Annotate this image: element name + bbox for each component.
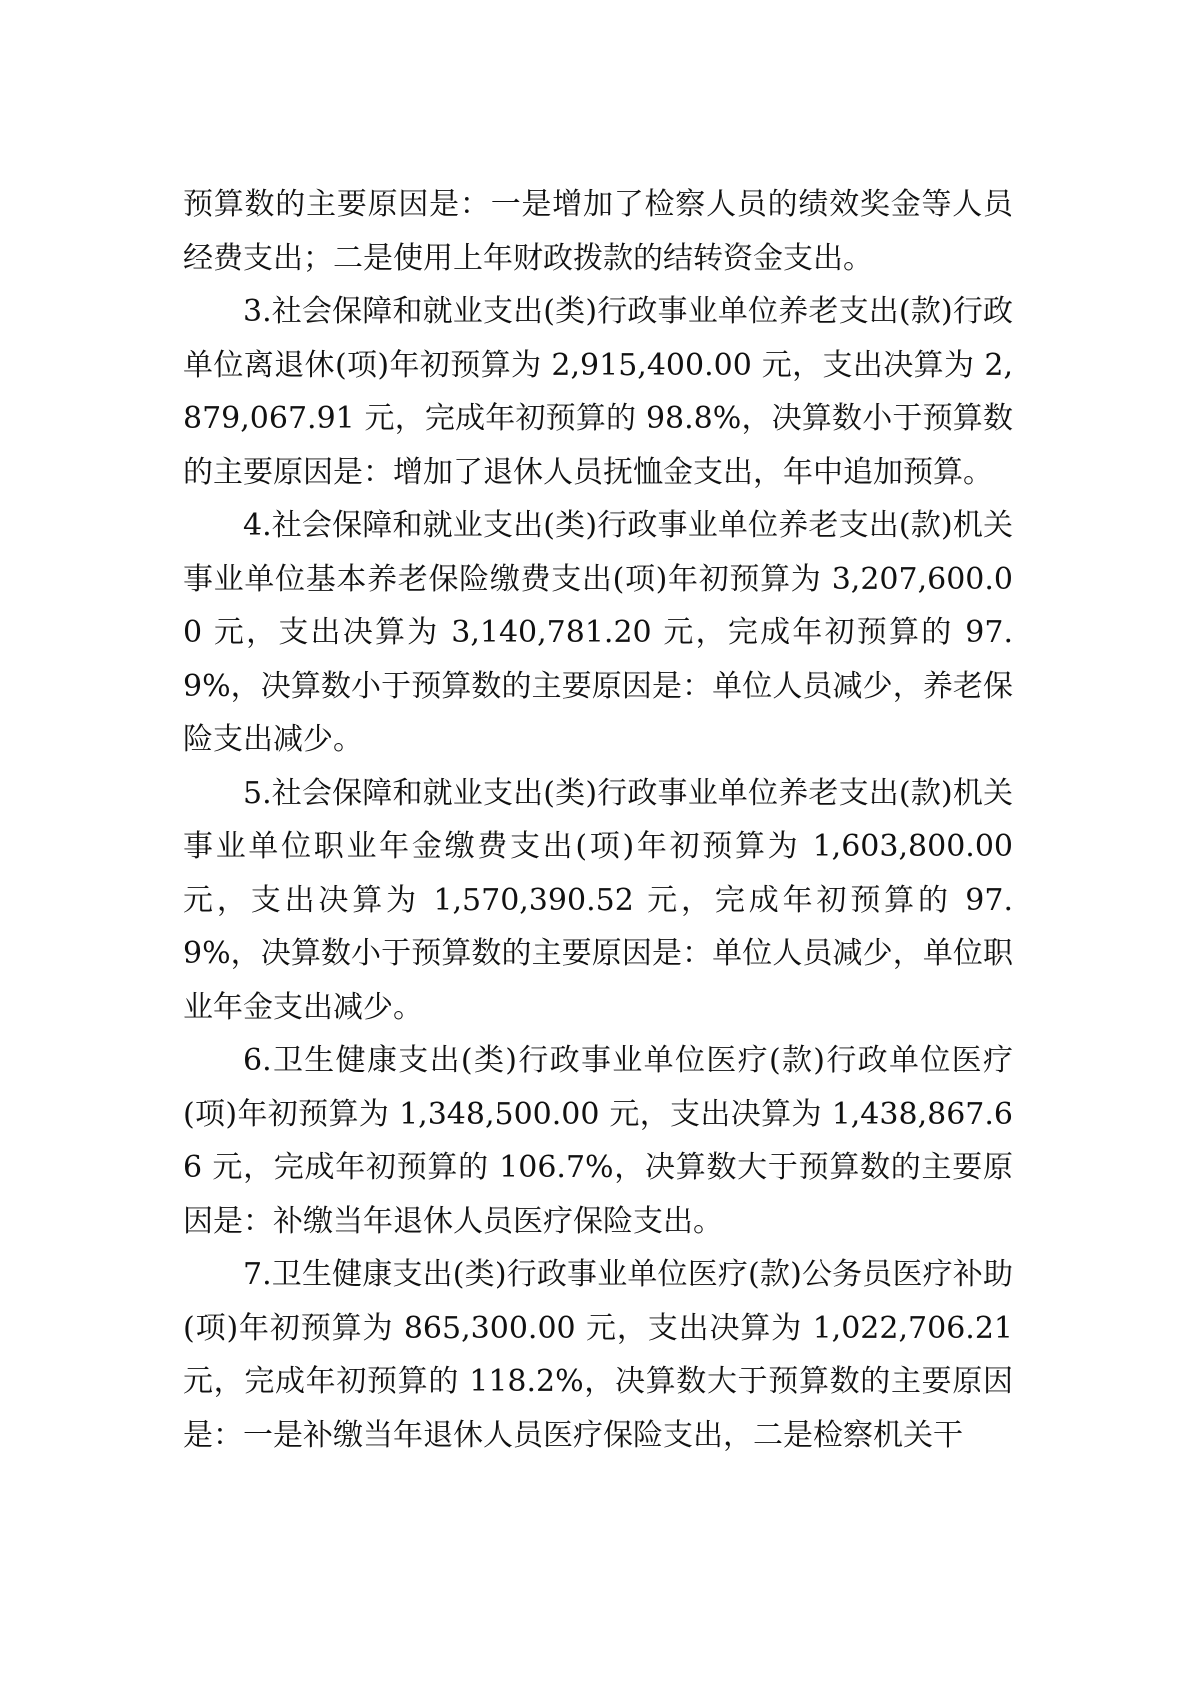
paragraph-item-3: 3.社会保障和就业支出(类)行政事业单位养老支出(款)行政单位离退休(项)年初预算为 2,915,400.00 元，支出决算为 2,879,067.91 元，完成年初预算的 98.8%，决算数小于预算数的主要原因是：增加了退休人员抚恤金支出，年中追加预算。 [183, 294, 1013, 490]
paragraph-item-4: 4.社会保障和就业支出(类)行政事业单位养老支出(款)机关事业单位基本养老保险缴费支出(项)年初预算为 3,207,600.00 元，支出决算为 3,140,781.20 元，完成年初预算的 97.9%，决算数小于预算数的主要原因是：单位人员减少，养老保险支出减少。 [183, 508, 1013, 757]
paragraph-item-7: 7.卫生健康支出(类)行政事业单位医疗(款)公务员医疗补助(项)年初预算为 865,300.00 元，支出决算为 1,022,706.21 元，完成年初预算的 118.2%，决算数大于预算数的主要原因是：一是补缴当年退休人员医疗保险支出，二是检察机关干 [183, 1257, 1013, 1453]
paragraph-item-5: 5.社会保障和就业支出(类)行政事业单位养老支出(款)机关事业单位职业年金缴费支出(项)年初预算为 1,603,800.00 元，支出决算为 1,570,390.52 元，完成年初预算的 97.9%，决算数小于预算数的主要原因是：单位人员减少，单位职业年金支出减少。 [183, 775, 1013, 1025]
document-body [183, 178, 1013, 1462]
paragraph-item-6: 6.卫生健康支出(类)行政事业单位医疗(款)行政单位医疗(项)年初预算为 1,348,500.00 元，支出决算为 1,438,867.66 元，完成年初预算的 106.7%，决算数大于预算数的主要原因是：补缴当年退休人员医疗保险支出。 [183, 1043, 1013, 1239]
paragraph-continuation: 预算数的主要原因是：一是增加了检察人员的绩效奖金等人员经费支出；二是使用上年财政拨款的结转资金支出。 [183, 187, 1013, 276]
